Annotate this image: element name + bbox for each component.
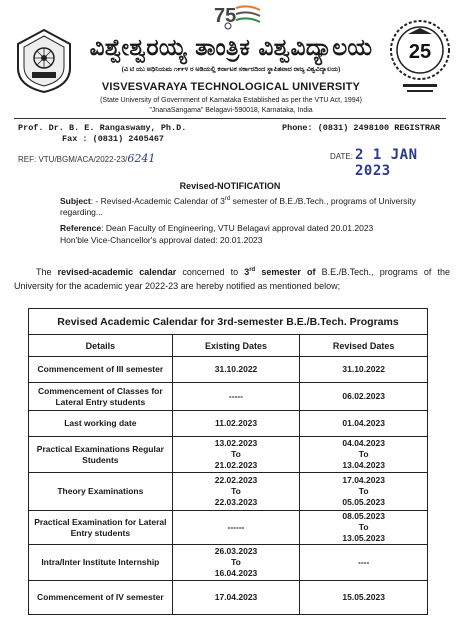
anniversary-emblem [188, 0, 272, 32]
details-cell: Practical Examination for Lateral Entry students [29, 511, 173, 545]
table-row [29, 511, 428, 545]
details-cell: Commencement of IV semester [29, 581, 173, 615]
table-caption: Revised Academic Calendar for 3rd-semester B.E./B.Tech. Programs [29, 309, 428, 335]
subject-line [60, 196, 450, 218]
column-header-revised: Revised Dates [300, 335, 428, 357]
reference-handwritten-number: 6241 [127, 152, 156, 165]
notification-body [14, 265, 450, 293]
existing-date-cell: 22.02.2023 To 22.03.2023 [172, 473, 300, 511]
reference-label: Reference [60, 223, 102, 233]
established-line: (State University of Government of Karnataka Established as per the VTU Act, 1994) [100, 97, 362, 104]
registrar-name: Prof. Dr. B. E. Rangaswamy, Ph.D. [18, 123, 187, 133]
revised-date-cell: 15.05.2023 [300, 581, 428, 615]
existing-date-cell: ------ [172, 511, 300, 545]
revised-date-cell: 06.02.2023 [300, 383, 428, 411]
date-stamp: 2 1 JAN 2023 [355, 147, 418, 179]
body-text-1: The [36, 267, 58, 277]
details-cell: Commencement of Classes for Lateral Entry students [29, 383, 173, 411]
details-cell: Intra/Inter Institute Internship [29, 545, 173, 581]
existing-date-cell: 13.02.2023 To 21.02.2023 [172, 437, 300, 473]
revised-date-cell: 01.04.2023 [300, 411, 428, 437]
reference-prefix: REF: VTU/BGM/ACA/2022-23/ [18, 155, 128, 164]
table-row [29, 411, 428, 437]
subject-text-1: : - Revised-Academic Calendar of 3 [90, 196, 225, 206]
table-row [29, 383, 428, 411]
existing-date-cell: 26.03.2023 To 16.04.2023 [172, 545, 300, 581]
anniversary-number: 75 [214, 5, 237, 27]
reference-line [60, 223, 450, 234]
revised-date-cell: 17.04.2023 To 05.05.2023 [300, 473, 428, 511]
table-row [29, 437, 428, 473]
jubilee-number: 25 [408, 41, 432, 63]
existing-date-cell: 31.10.2022 [172, 357, 300, 383]
university-logo [14, 28, 74, 94]
academic-calendar-table [28, 308, 428, 615]
body-text-3: B.E./B.Tech., programs of the University for the academic year 2022-23 are hereby notified as mentioned below; [14, 267, 450, 291]
address-line: "JnanaSangama" Belagavi-590018, Karnataka, India [149, 107, 313, 114]
details-cell: Last working date [29, 411, 173, 437]
reference-text: : Dean Faculty of Engineering, VTU Belagavi approval dated 20.01.2023 [101, 223, 374, 233]
header-divider [14, 118, 446, 119]
column-header-details: Details [29, 335, 173, 357]
revised-date-cell: ---- [300, 545, 428, 581]
existing-date-cell: ----- [172, 383, 300, 411]
subject-label: Subject [60, 196, 91, 206]
body-text-2: concerned to [176, 267, 245, 277]
phone-number: Phone: (0831) 2498100 REGISTRAR [282, 123, 441, 133]
body-bold-2: 3rd semester of [244, 267, 316, 277]
table-row [29, 581, 428, 615]
revised-date-cell: 04.04.2023 To 13.04.2023 [300, 437, 428, 473]
fax-number: Fax : (0831) 2405467 [62, 134, 165, 144]
subject-sup: rd [224, 196, 231, 203]
revised-date-cell: 31.10.2022 [300, 357, 428, 383]
reference-number [18, 152, 155, 165]
details-cell: Practical Examinations Regular Students [29, 437, 173, 473]
existing-date-cell: 11.02.2023 [172, 411, 300, 437]
date-label: DATE: [330, 152, 353, 161]
revised-date-cell: 08.05.2023 To 13.05.2023 [300, 511, 428, 545]
university-name-kannada: ವಿಶ್ವೇಶ್ವರಯ್ಯ ತಾಂತ್ರಿಕ ವಿಶ್ವವಿದ್ಯಾಲಯ [89, 34, 373, 61]
table-row [29, 545, 428, 581]
details-cell: Theory Examinations [29, 473, 173, 511]
subject-text-2: semester of B.E./B.Tech., programs of University regarding... [60, 196, 416, 217]
body-bold-1: revised-academic calendar [57, 267, 177, 277]
details-cell: Commencement of III semester [29, 357, 173, 383]
column-header-existing: Existing Dates [172, 335, 300, 357]
notification-title: Revised-NOTIFICATION [179, 181, 281, 191]
university-subline-kannada: (ವಿ ಟಿ ಯು ಅಧಿನಿಯಮ ೧೯೯೪ ರ ಅಡಿಯಲ್ಲಿ ಕರ್ನಾಟಕ ಸರ್ಕಾರದಿಂದ ಸ್ಥಾಪಿತವಾದ ರಾಜ್ಯ ವಿಶ್ವವಿದ್ಯಾಲಯ) [121, 66, 341, 73]
university-name-english: VISVESVARAYA TECHNOLOGICAL UNIVERSITY [101, 81, 361, 93]
vc-approval-line: Hon'ble Vice-Chancellor's approval dated: 20.01.2023 [60, 235, 263, 245]
table-row [29, 357, 428, 383]
silver-jubilee-logo [387, 16, 453, 96]
table-row [29, 473, 428, 511]
existing-date-cell: 17.04.2023 [172, 581, 300, 615]
